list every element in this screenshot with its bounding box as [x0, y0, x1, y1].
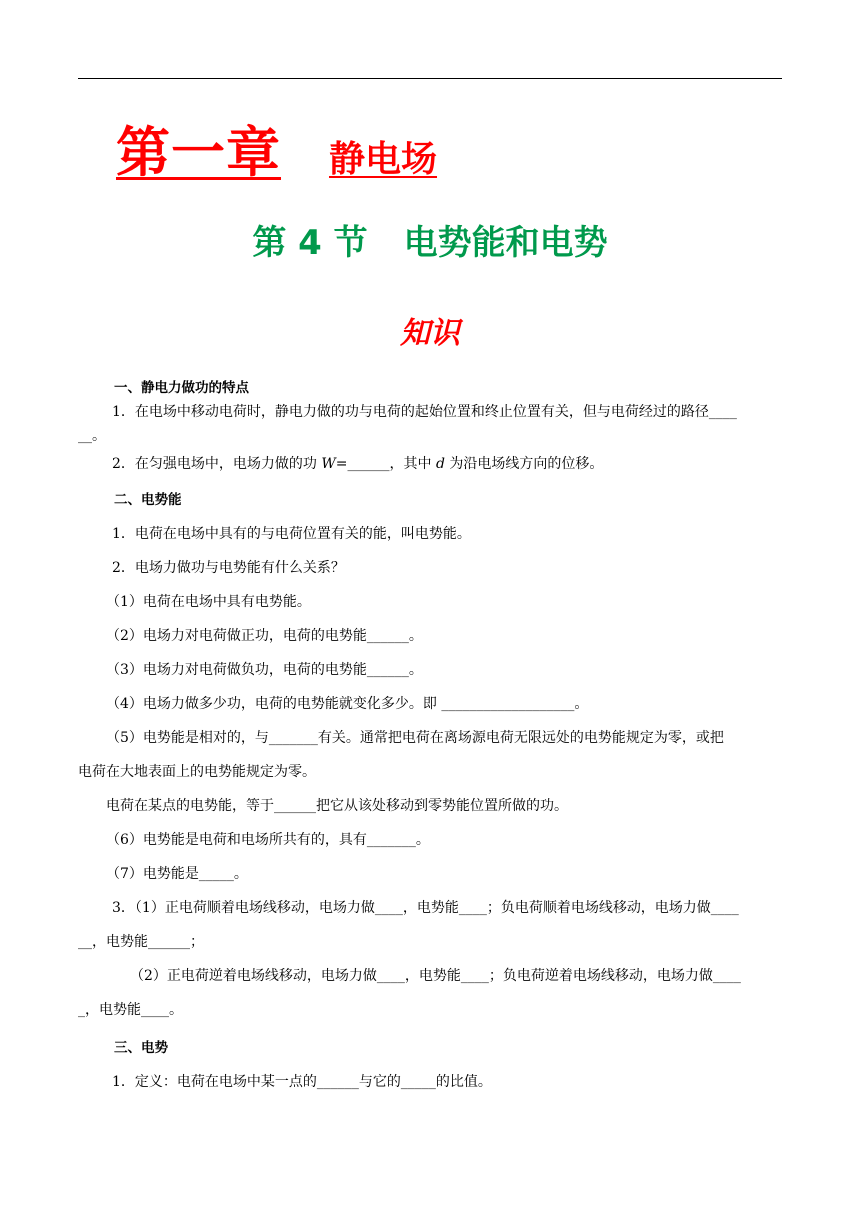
s1-paragraph-1: 1．在电场中移动电荷时，静电力做的功与电荷的起始位置和终止位置有关，但与电荷经过的路径____ [112, 404, 737, 420]
s2-item-7: （7）电势能是_____。 [106, 866, 248, 882]
s1-paragraph-1-wrap: __。 [78, 428, 106, 444]
s2-paragraph-1: 1．电荷在电场中具有的与电荷位置有关的能，叫电势能。 [112, 526, 471, 542]
section-title: 电势能和电势 [403, 223, 608, 263]
chapter-number: 第一章 [116, 121, 281, 184]
s2-paragraph-2: 2．电场力做功与电势能有什么关系？ [112, 560, 345, 576]
header-rule [78, 78, 782, 79]
section-2-heading: 二、电势能 [114, 492, 182, 508]
s2-item-2: （2）电场力对电荷做正功，电荷的电势能______。 [106, 628, 423, 644]
section-1-heading: 一、静电力做功的特点 [114, 380, 249, 396]
s2-paragraph-3-part-2-wrap: _，电势能____。 [78, 1002, 183, 1018]
chapter-heading [116, 110, 437, 187]
knowledge-label: 知识 [400, 316, 460, 351]
section-3-heading: 三、电势 [114, 1040, 168, 1056]
s2-paragraph-3-part-2: （2）正电荷逆着电场线移动，电场力做____，电势能____；负电荷逆着电场线移动，电场力做____ [130, 968, 741, 984]
document-body [78, 378, 784, 1092]
s2-item-4: （4）电场力做多少功，电荷的电势能就变化多少。即 ___________________。 [106, 696, 589, 712]
s2-item-5: （5）电势能是相对的，与_______有关。通常把电荷在离场源电荷无限远处的电势能规定为零，或把 [106, 730, 724, 746]
s2-item-5-wrap: 电荷在大地表面上的电势能规定为零。 [78, 764, 316, 780]
s3-paragraph-1: 1．定义：电荷在电场中某一点的______与它的_____的比值。 [112, 1074, 492, 1090]
s2-item-1: （1）电荷在电场中具有电势能。 [106, 594, 311, 610]
s2-item-6: （6）电势能是电荷和电场所共有的，具有_______。 [106, 832, 430, 848]
s2-paragraph-3: 3．（1）正电荷顺着电场线移动，电场力做____，电势能____；负电荷顺着电场线移动，电场力做____ [112, 900, 739, 916]
section-number: 第 4 节 [252, 223, 368, 263]
s2-item-5-note: 电荷在某点的电势能，等于______把它从该处移动到零势能位置所做的功。 [106, 798, 568, 814]
s1-paragraph-2: 2．在匀强电场中，电场力做的功 W=______，其中 d 为沿电场线方向的位移。 [112, 456, 604, 472]
s2-item-3: （3）电场力对电荷做负功，电荷的电势能______。 [106, 662, 423, 678]
s2-paragraph-3-wrap: __，电势能______； [78, 934, 204, 950]
chapter-title: 静电场 [329, 139, 438, 180]
section-heading [0, 215, 860, 264]
